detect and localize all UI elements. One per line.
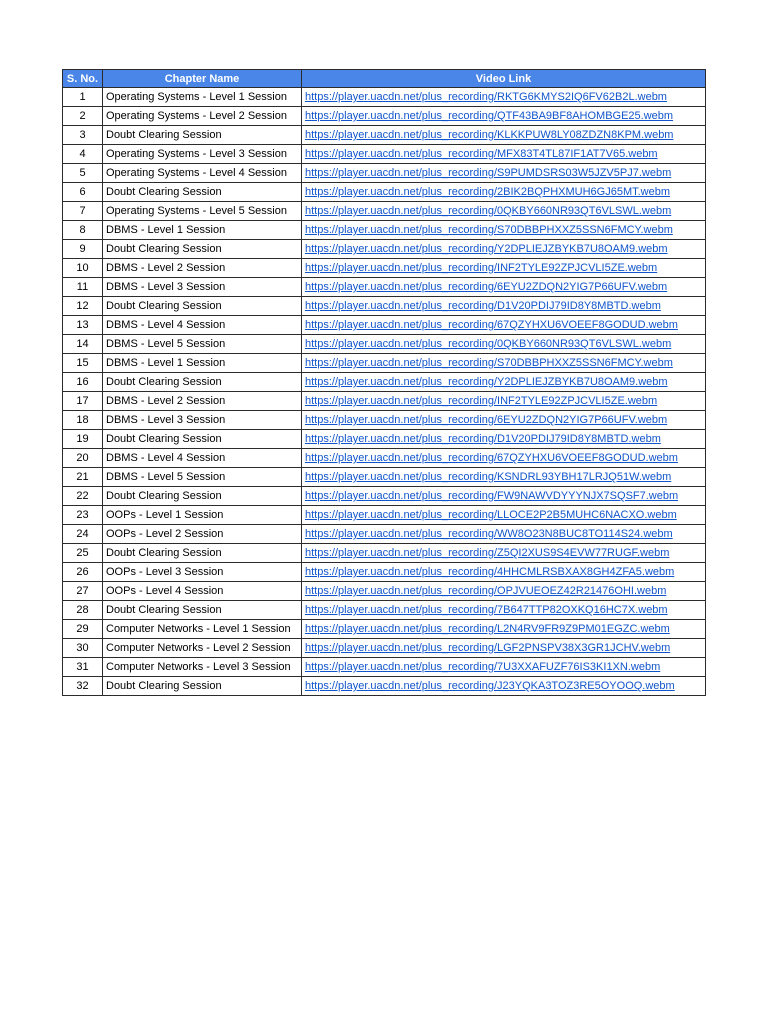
serial-number-cell: 17 (63, 392, 103, 411)
chapter-name-cell: OOPs - Level 2 Session (103, 525, 302, 544)
serial-number-cell: 22 (63, 487, 103, 506)
serial-number-cell: 29 (63, 620, 103, 639)
chapter-name-cell: DBMS - Level 5 Session (103, 335, 302, 354)
chapter-name-cell: OOPs - Level 1 Session (103, 506, 302, 525)
video-link-cell (302, 202, 706, 221)
chapter-name-cell: Computer Networks - Level 1 Session (103, 620, 302, 639)
serial-number-cell: 15 (63, 354, 103, 373)
video-link-cell (302, 639, 706, 658)
chapter-name-cell: Doubt Clearing Session (103, 240, 302, 259)
chapter-name-cell: Doubt Clearing Session (103, 487, 302, 506)
table-row (63, 335, 706, 354)
serial-number-cell: 5 (63, 164, 103, 183)
serial-number-cell: 14 (63, 335, 103, 354)
video-link[interactable]: https://player.uacdn.net/plus_recording/D1V20PDIJ79ID8Y8MBTD.webm (305, 433, 661, 445)
video-link[interactable]: https://player.uacdn.net/plus_recording/Y2DPLIEJZBYKB7U8OAM9.webm (305, 376, 668, 388)
video-link[interactable]: https://player.uacdn.net/plus_recording/KSNDRL93YBH17LRJQ51W.webm (305, 471, 672, 483)
video-link[interactable]: https://player.uacdn.net/plus_recording/INF2TYLE92ZPJCVLI5ZE.webm (305, 395, 658, 407)
header-chapter-name: Chapter Name (103, 70, 302, 88)
table-row (63, 582, 706, 601)
video-link-cell (302, 544, 706, 563)
chapter-name-cell: Doubt Clearing Session (103, 677, 302, 696)
chapter-name-cell: DBMS - Level 2 Session (103, 259, 302, 278)
video-link[interactable]: https://player.uacdn.net/plus_recording/6EYU2ZDQN2YIG7P66UFV.webm (305, 281, 668, 293)
table-row (63, 392, 706, 411)
table-row (63, 240, 706, 259)
video-link[interactable]: https://player.uacdn.net/plus_recording/2BIK2BQPHXMUH6GJ65MT.webm (305, 186, 671, 198)
header-serial-number: S. No. (63, 70, 103, 88)
chapter-name-cell: Operating Systems - Level 2 Session (103, 107, 302, 126)
video-link-cell (302, 449, 706, 468)
serial-number-cell: 9 (63, 240, 103, 259)
table-row (63, 126, 706, 145)
video-link[interactable]: https://player.uacdn.net/plus_recording/LGF2PNSPV38X3GR1JCHV.webm (305, 642, 671, 654)
table-row (63, 316, 706, 335)
table-header (63, 70, 706, 88)
chapter-name-cell: Computer Networks - Level 3 Session (103, 658, 302, 677)
video-links-table (62, 69, 706, 696)
chapter-name-cell: DBMS - Level 4 Session (103, 316, 302, 335)
header-video-link: Video Link (302, 70, 706, 88)
serial-number-cell: 20 (63, 449, 103, 468)
video-link-cell (302, 316, 706, 335)
serial-number-cell: 11 (63, 278, 103, 297)
video-link-cell (302, 601, 706, 620)
chapter-name-cell: Operating Systems - Level 4 Session (103, 164, 302, 183)
chapter-name-cell: Doubt Clearing Session (103, 183, 302, 202)
video-link-cell (302, 221, 706, 240)
video-link[interactable]: https://player.uacdn.net/plus_recording/KLKKPUW8LY08ZDZN8KPM.webm (305, 129, 674, 141)
serial-number-cell: 1 (63, 88, 103, 107)
serial-number-cell: 13 (63, 316, 103, 335)
table-row (63, 297, 706, 316)
table-row (63, 221, 706, 240)
video-link[interactable]: https://player.uacdn.net/plus_recording/OPJVUEOEZ42R21476OHI.webm (305, 585, 667, 597)
video-link-cell (302, 107, 706, 126)
serial-number-cell: 21 (63, 468, 103, 487)
table-row (63, 145, 706, 164)
serial-number-cell: 12 (63, 297, 103, 316)
serial-number-cell: 3 (63, 126, 103, 145)
video-link[interactable]: https://player.uacdn.net/plus_recording/0QKBY660NR93QT6VLSWL.webm (305, 338, 672, 350)
video-link[interactable]: https://player.uacdn.net/plus_recording/7U3XXAFUZF76IS3KI1XN.webm (305, 661, 661, 673)
serial-number-cell: 31 (63, 658, 103, 677)
video-link-cell (302, 506, 706, 525)
serial-number-cell: 6 (63, 183, 103, 202)
table-row (63, 468, 706, 487)
table-row (63, 430, 706, 449)
table-row (63, 354, 706, 373)
video-link-cell (302, 658, 706, 677)
serial-number-cell: 30 (63, 639, 103, 658)
table-row (63, 164, 706, 183)
video-link-cell (302, 259, 706, 278)
chapter-name-cell: Operating Systems - Level 1 Session (103, 88, 302, 107)
video-link[interactable]: https://player.uacdn.net/plus_recording/MFX83T4TL87IF1AT7V65.webm (305, 148, 658, 160)
table-row (63, 259, 706, 278)
video-link[interactable]: https://player.uacdn.net/plus_recording/L2N4RV9FR9Z9PM01EGZC.webm (305, 623, 670, 635)
serial-number-cell: 26 (63, 563, 103, 582)
chapter-name-cell: Doubt Clearing Session (103, 430, 302, 449)
video-link-cell (302, 430, 706, 449)
video-link-cell (302, 563, 706, 582)
video-link-cell (302, 164, 706, 183)
chapter-name-cell: DBMS - Level 3 Session (103, 411, 302, 430)
video-link[interactable]: https://player.uacdn.net/plus_recording/S9PUMDSRS03W5JZV5PJ7.webm (305, 167, 672, 179)
serial-number-cell: 25 (63, 544, 103, 563)
video-link-cell (302, 145, 706, 164)
video-link[interactable]: https://player.uacdn.net/plus_recording/S70DBBPHXXZ5SSN6FMCY.webm (305, 224, 673, 236)
table-header-row (63, 70, 706, 88)
video-link[interactable]: https://player.uacdn.net/plus_recording/WW8O23N8BUC8TO114S24.webm (305, 528, 673, 540)
chapter-name-cell: OOPs - Level 3 Session (103, 563, 302, 582)
table-row (63, 544, 706, 563)
video-link-cell (302, 525, 706, 544)
table-row (63, 677, 706, 696)
table-row (63, 278, 706, 297)
table-row (63, 202, 706, 221)
video-link[interactable]: https://player.uacdn.net/plus_recording/4HHCMLRSBXAX8GH4ZFA5.webm (305, 566, 675, 578)
chapter-name-cell: OOPs - Level 4 Session (103, 582, 302, 601)
table-row (63, 411, 706, 430)
table-row (63, 487, 706, 506)
serial-number-cell: 32 (63, 677, 103, 696)
serial-number-cell: 18 (63, 411, 103, 430)
video-link[interactable]: https://player.uacdn.net/plus_recording/0QKBY660NR93QT6VLSWL.webm (305, 205, 672, 217)
chapter-name-cell: DBMS - Level 4 Session (103, 449, 302, 468)
chapter-name-cell: Doubt Clearing Session (103, 544, 302, 563)
serial-number-cell: 8 (63, 221, 103, 240)
video-link[interactable]: https://player.uacdn.net/plus_recording/7B647TTP82OXKQ16HC7X.webm (305, 604, 668, 616)
video-link[interactable]: https://player.uacdn.net/plus_recording/S70DBBPHXXZ5SSN6FMCY.webm (305, 357, 673, 369)
video-link[interactable]: https://player.uacdn.net/plus_recording/INF2TYLE92ZPJCVLI5ZE.webm (305, 262, 658, 274)
video-link-cell (302, 354, 706, 373)
video-link-cell (302, 411, 706, 430)
video-link[interactable]: https://player.uacdn.net/plus_recording/LLOCE2P2B5MUHC6NACXO.webm (305, 509, 677, 521)
video-link-cell (302, 335, 706, 354)
video-link[interactable]: https://player.uacdn.net/plus_recording/QTF43BA9BF8AHOMBGE25.webm (305, 110, 674, 122)
video-link-cell (302, 183, 706, 202)
table-row (63, 449, 706, 468)
serial-number-cell: 28 (63, 601, 103, 620)
serial-number-cell: 19 (63, 430, 103, 449)
video-link[interactable]: https://player.uacdn.net/plus_recording/D1V20PDIJ79ID8Y8MBTD.webm (305, 300, 661, 312)
video-link-cell (302, 582, 706, 601)
video-link-cell (302, 240, 706, 259)
chapter-name-cell: Doubt Clearing Session (103, 297, 302, 316)
chapter-name-cell: Operating Systems - Level 5 Session (103, 202, 302, 221)
video-link-cell (302, 126, 706, 145)
chapter-name-cell: Doubt Clearing Session (103, 126, 302, 145)
chapter-name-cell: DBMS - Level 5 Session (103, 468, 302, 487)
table-row (63, 88, 706, 107)
video-link[interactable]: https://player.uacdn.net/plus_recording/FW9NAWVDYYYNJX7SQSF7.webm (305, 490, 679, 502)
serial-number-cell: 16 (63, 373, 103, 392)
video-link-cell (302, 297, 706, 316)
serial-number-cell: 27 (63, 582, 103, 601)
video-link[interactable]: https://player.uacdn.net/plus_recording/Y2DPLIEJZBYKB7U8OAM9.webm (305, 243, 668, 255)
chapter-name-cell: Computer Networks - Level 2 Session (103, 639, 302, 658)
video-link-cell (302, 373, 706, 392)
table-row (63, 525, 706, 544)
serial-number-cell: 10 (63, 259, 103, 278)
video-link[interactable]: https://player.uacdn.net/plus_recording/67QZYHXU6VOEEF8GODUD.webm (305, 319, 678, 331)
chapter-name-cell: DBMS - Level 3 Session (103, 278, 302, 297)
chapter-name-cell: Operating Systems - Level 3 Session (103, 145, 302, 164)
serial-number-cell: 7 (63, 202, 103, 221)
video-link[interactable]: https://player.uacdn.net/plus_recording/J23YQKA3TOZ3RE5OYOOQ.webm (305, 680, 675, 692)
chapter-name-cell: Doubt Clearing Session (103, 373, 302, 392)
video-link-cell (302, 620, 706, 639)
video-link-cell (302, 392, 706, 411)
video-link-cell (302, 677, 706, 696)
table-row (63, 107, 706, 126)
table-row (63, 373, 706, 392)
table-row (63, 620, 706, 639)
video-link-cell (302, 278, 706, 297)
table-row (63, 601, 706, 620)
video-link[interactable]: https://player.uacdn.net/plus_recording/67QZYHXU6VOEEF8GODUD.webm (305, 452, 678, 464)
chapter-name-cell: Doubt Clearing Session (103, 601, 302, 620)
table-row (63, 506, 706, 525)
chapter-name-cell: DBMS - Level 2 Session (103, 392, 302, 411)
serial-number-cell: 24 (63, 525, 103, 544)
table-row (63, 563, 706, 582)
video-link-cell (302, 88, 706, 107)
table-row (63, 183, 706, 202)
video-link[interactable]: https://player.uacdn.net/plus_recording/6EYU2ZDQN2YIG7P66UFV.webm (305, 414, 668, 426)
table-body (63, 88, 706, 696)
video-link[interactable]: https://player.uacdn.net/plus_recording/RKTG6KMYS2IQ6FV62B2L.webm (305, 91, 667, 103)
serial-number-cell: 23 (63, 506, 103, 525)
table-row (63, 639, 706, 658)
serial-number-cell: 4 (63, 145, 103, 164)
chapter-name-cell: DBMS - Level 1 Session (103, 354, 302, 373)
table-row (63, 658, 706, 677)
video-link-cell (302, 468, 706, 487)
video-link-cell (302, 487, 706, 506)
chapter-name-cell: DBMS - Level 1 Session (103, 221, 302, 240)
video-link[interactable]: https://player.uacdn.net/plus_recording/Z5QI2XUS9S4EVW77RUGF.webm (305, 547, 670, 559)
serial-number-cell: 2 (63, 107, 103, 126)
